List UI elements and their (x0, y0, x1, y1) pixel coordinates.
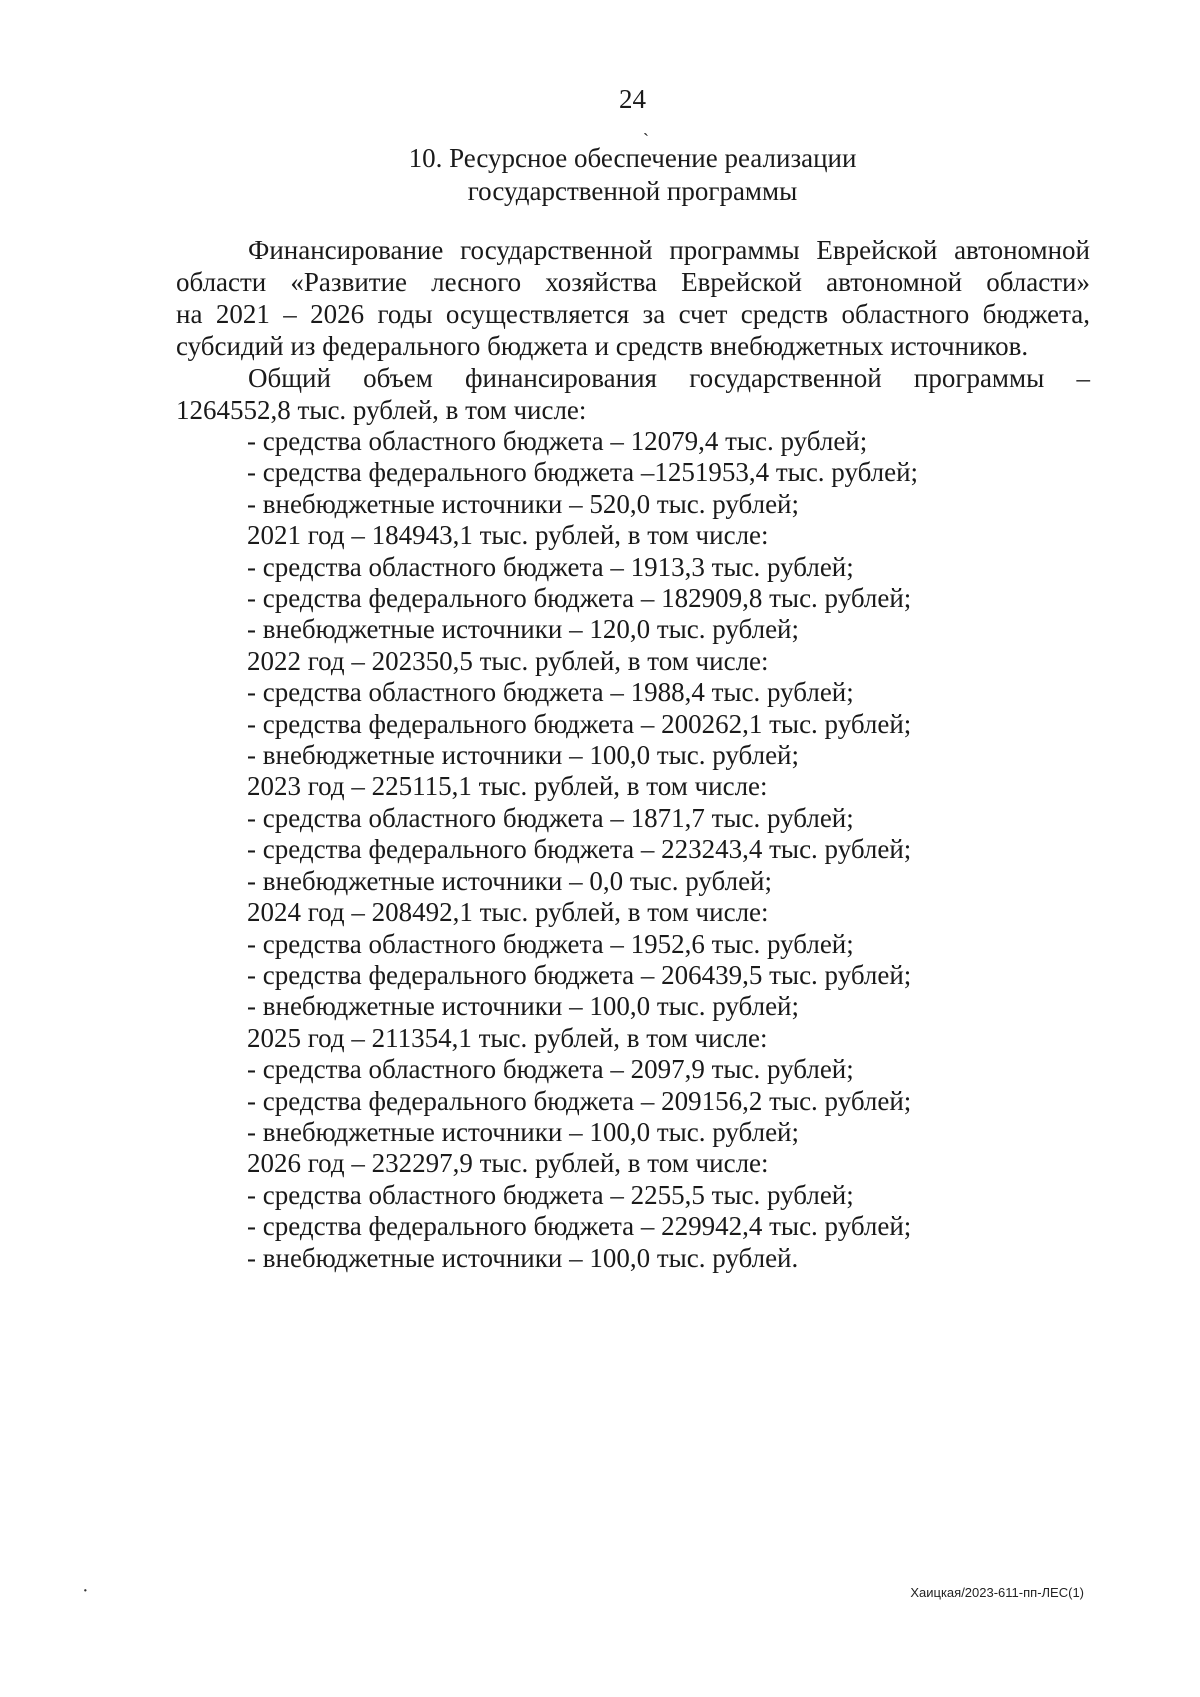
funding-breakdown-list (247, 426, 918, 1274)
intro-paragraph-financing (176, 234, 1090, 362)
funding-source-line: - внебюджетные источники – 520,0 тыс. рублей; (247, 488, 800, 519)
year-total-line: 2026 год – 232297,9 тыс. рублей, в том числе: (247, 1148, 769, 1179)
intro-line: области «Развитие лесного хозяйства Еврейской автономной области» (176, 267, 1090, 297)
funding-source-line: - средства федерального бюджета – 206439,5 тыс. рублей; (247, 959, 912, 990)
funding-source-line: - средства федерального бюджета – 182909,8 тыс. рублей; (247, 583, 912, 614)
funding-source-line: - средства областного бюджета – 1871,7 тыс. рублей; (247, 802, 854, 833)
year-total-line: 2021 год – 184943,1 тыс. рублей, в том числе: (247, 520, 769, 551)
year-total-line: 2022 год – 202350,5 тыс. рублей, в том числе: (247, 645, 769, 676)
funding-source-line: - средства областного бюджета – 2097,9 тыс. рублей; (247, 1054, 854, 1085)
funding-source-line: - средства федерального бюджета – 209156,2 тыс. рублей; (247, 1085, 912, 1116)
funding-source-line: - внебюджетные источники – 100,0 тыс. рублей; (247, 1116, 800, 1147)
section-heading-line-2: государственной программы (467, 176, 798, 206)
funding-source-line: - внебюджетные источники – 120,0 тыс. рублей; (247, 614, 800, 645)
funding-source-line: - средства областного бюджета – 1913,3 тыс. рублей; (247, 551, 854, 582)
tick-mark: ˏ (643, 116, 649, 136)
intro-text (176, 234, 1090, 426)
year-total-line: 2023 год – 225115,1 тыс. рублей, в том числе: (247, 771, 768, 802)
funding-source-line: - средства федерального бюджета –1251953,4 тыс. рублей; (247, 457, 919, 488)
funding-source-line: - внебюджетные источники – 100,0 тыс. рублей; (247, 991, 800, 1022)
funding-source-line: - внебюджетные источники – 100,0 тыс. рублей. (247, 1242, 799, 1273)
year-total-line: 2024 год – 208492,1 тыс. рублей, в том числе: (247, 897, 769, 928)
intro-paragraph-total (176, 362, 1090, 426)
funding-source-line: - средства областного бюджета – 1952,6 тыс. рублей; (247, 928, 854, 959)
funding-source-line: - средства областного бюджета – 1988,4 тыс. рублей; (247, 677, 854, 708)
funding-source-line: - средства федерального бюджета – 223243,4 тыс. рублей; (247, 834, 912, 865)
document-id: Хаицкая/2023-611-пп-ЛЕС(1) (910, 1585, 1084, 1600)
section-heading-line-1: 10. Ресурсное обеспечение реализации (408, 143, 857, 173)
section-heading (0, 142, 1200, 208)
footer-dot: · (82, 1580, 89, 1602)
year-total-line: 2025 год – 211354,1 тыс. рублей, в том числе: (247, 1022, 768, 1053)
page-number: 24 (619, 84, 646, 114)
intro-line: 1264552,8 тыс. рублей, в том числе: (176, 395, 587, 425)
funding-source-line: - средства областного бюджета – 12079,4 тыс. рублей; (247, 426, 868, 456)
intro-line: на 2021 – 2026 годы осуществляется за счет средств областного бюджета, (176, 299, 1090, 329)
funding-source-line: - средства федерального бюджета – 200262,1 тыс. рублей; (247, 708, 912, 739)
intro-line: Общий объем финансирования государственной программы – (248, 363, 1090, 393)
funding-source-line: - внебюджетные источники – 0,0 тыс. рублей; (247, 865, 773, 896)
funding-source-line: - внебюджетные источники – 100,0 тыс. рублей; (247, 740, 800, 771)
intro-line: субсидий из федерального бюджета и средств внебюджетных источников. (176, 331, 1029, 361)
funding-source-line: - средства федерального бюджета – 229942,4 тыс. рублей; (247, 1211, 912, 1242)
intro-line: Финансирование государственной программы Еврейской автономной (248, 235, 1090, 265)
funding-source-line: - средства областного бюджета – 2255,5 тыс. рублей; (247, 1179, 854, 1210)
